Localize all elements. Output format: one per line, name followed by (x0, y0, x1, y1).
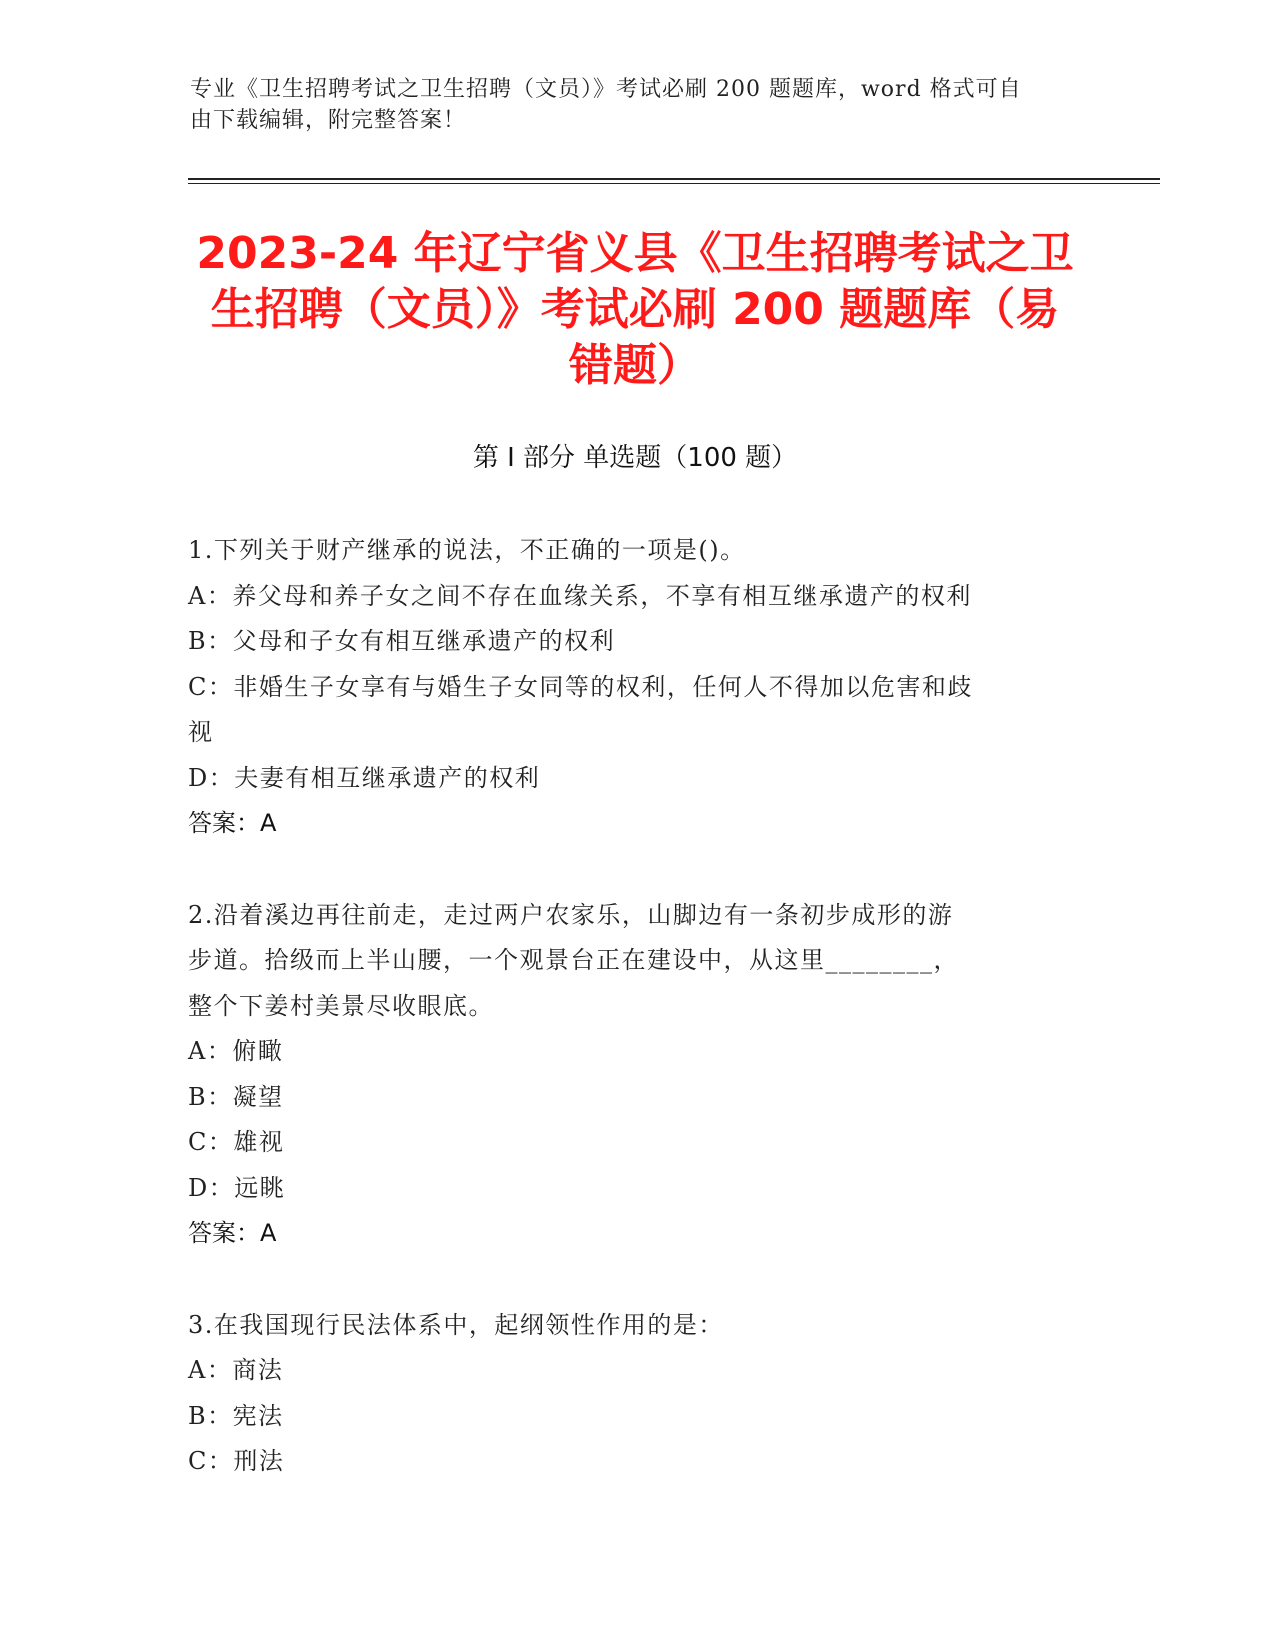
document-title (185, 226, 1085, 394)
section-heading: 第 I 部分 单选题（100 题） (472, 443, 798, 473)
answer-key: 答案：A (188, 809, 277, 837)
question-stem: 步道。拾级而上半山腰，一个观景台正在建设中，从这里________， (188, 946, 959, 974)
question-stem: 2.沿着溪边再往前走，走过两户农家乐，山脚边有一条初步成形的游 (188, 900, 954, 929)
option-c: C：非婚生子女享有与婚生子女同等的权利，任何人不得加以危害和歧 (188, 672, 973, 701)
intro-line: 专业《卫生招聘考试之卫生招聘（文员）》考试必刷 200 题题库，word 格式可自 (190, 77, 1022, 102)
question-3 (188, 1303, 1088, 1485)
question-stem: 3.在我国现行民法体系中，起纲领性作用的是： (188, 1310, 724, 1339)
option-b: B：凝望 (188, 1082, 284, 1111)
question-2 (188, 893, 1088, 1257)
option-b: B：宪法 (188, 1401, 284, 1430)
option-d: D：远眺 (188, 1173, 286, 1202)
header-divider-thick (188, 178, 1160, 180)
title-line: 错题） (569, 340, 701, 391)
option-c: C：刑法 (188, 1447, 285, 1475)
question-stem: 1.下列关于财产继承的说法，不正确的一项是()。 (188, 536, 746, 564)
title-line: 2023-24 年辽宁省义县《卫生招聘考试之卫 (196, 228, 1074, 279)
title-line: 生招聘（文员）》考试必刷 200 题题库（易 (210, 284, 1060, 335)
option-c: C：雄视 (188, 1128, 285, 1156)
option-b: B：父母和子女有相互继承遗产的权利 (188, 627, 616, 655)
option-c-continued: 视 (188, 718, 214, 746)
option-d: D：夫妻有相互继承遗产的权利 (188, 763, 541, 792)
option-a: A：俯瞰 (188, 1037, 284, 1065)
header-divider-thin (188, 183, 1160, 184)
question-list (188, 528, 1088, 1531)
option-a: A：养父母和养子女之间不存在血缘关系，不享有相互继承遗产的权利 (188, 581, 972, 610)
answer-key: 答案：A (188, 1219, 277, 1247)
option-a: A：商法 (188, 1356, 284, 1384)
intro-paragraph (190, 74, 1090, 136)
question-stem: 整个下姜村美景尽收眼底。 (188, 991, 494, 1020)
intro-line: 由下载编辑，附完整答案！ (190, 108, 467, 133)
question-1 (188, 528, 1088, 847)
